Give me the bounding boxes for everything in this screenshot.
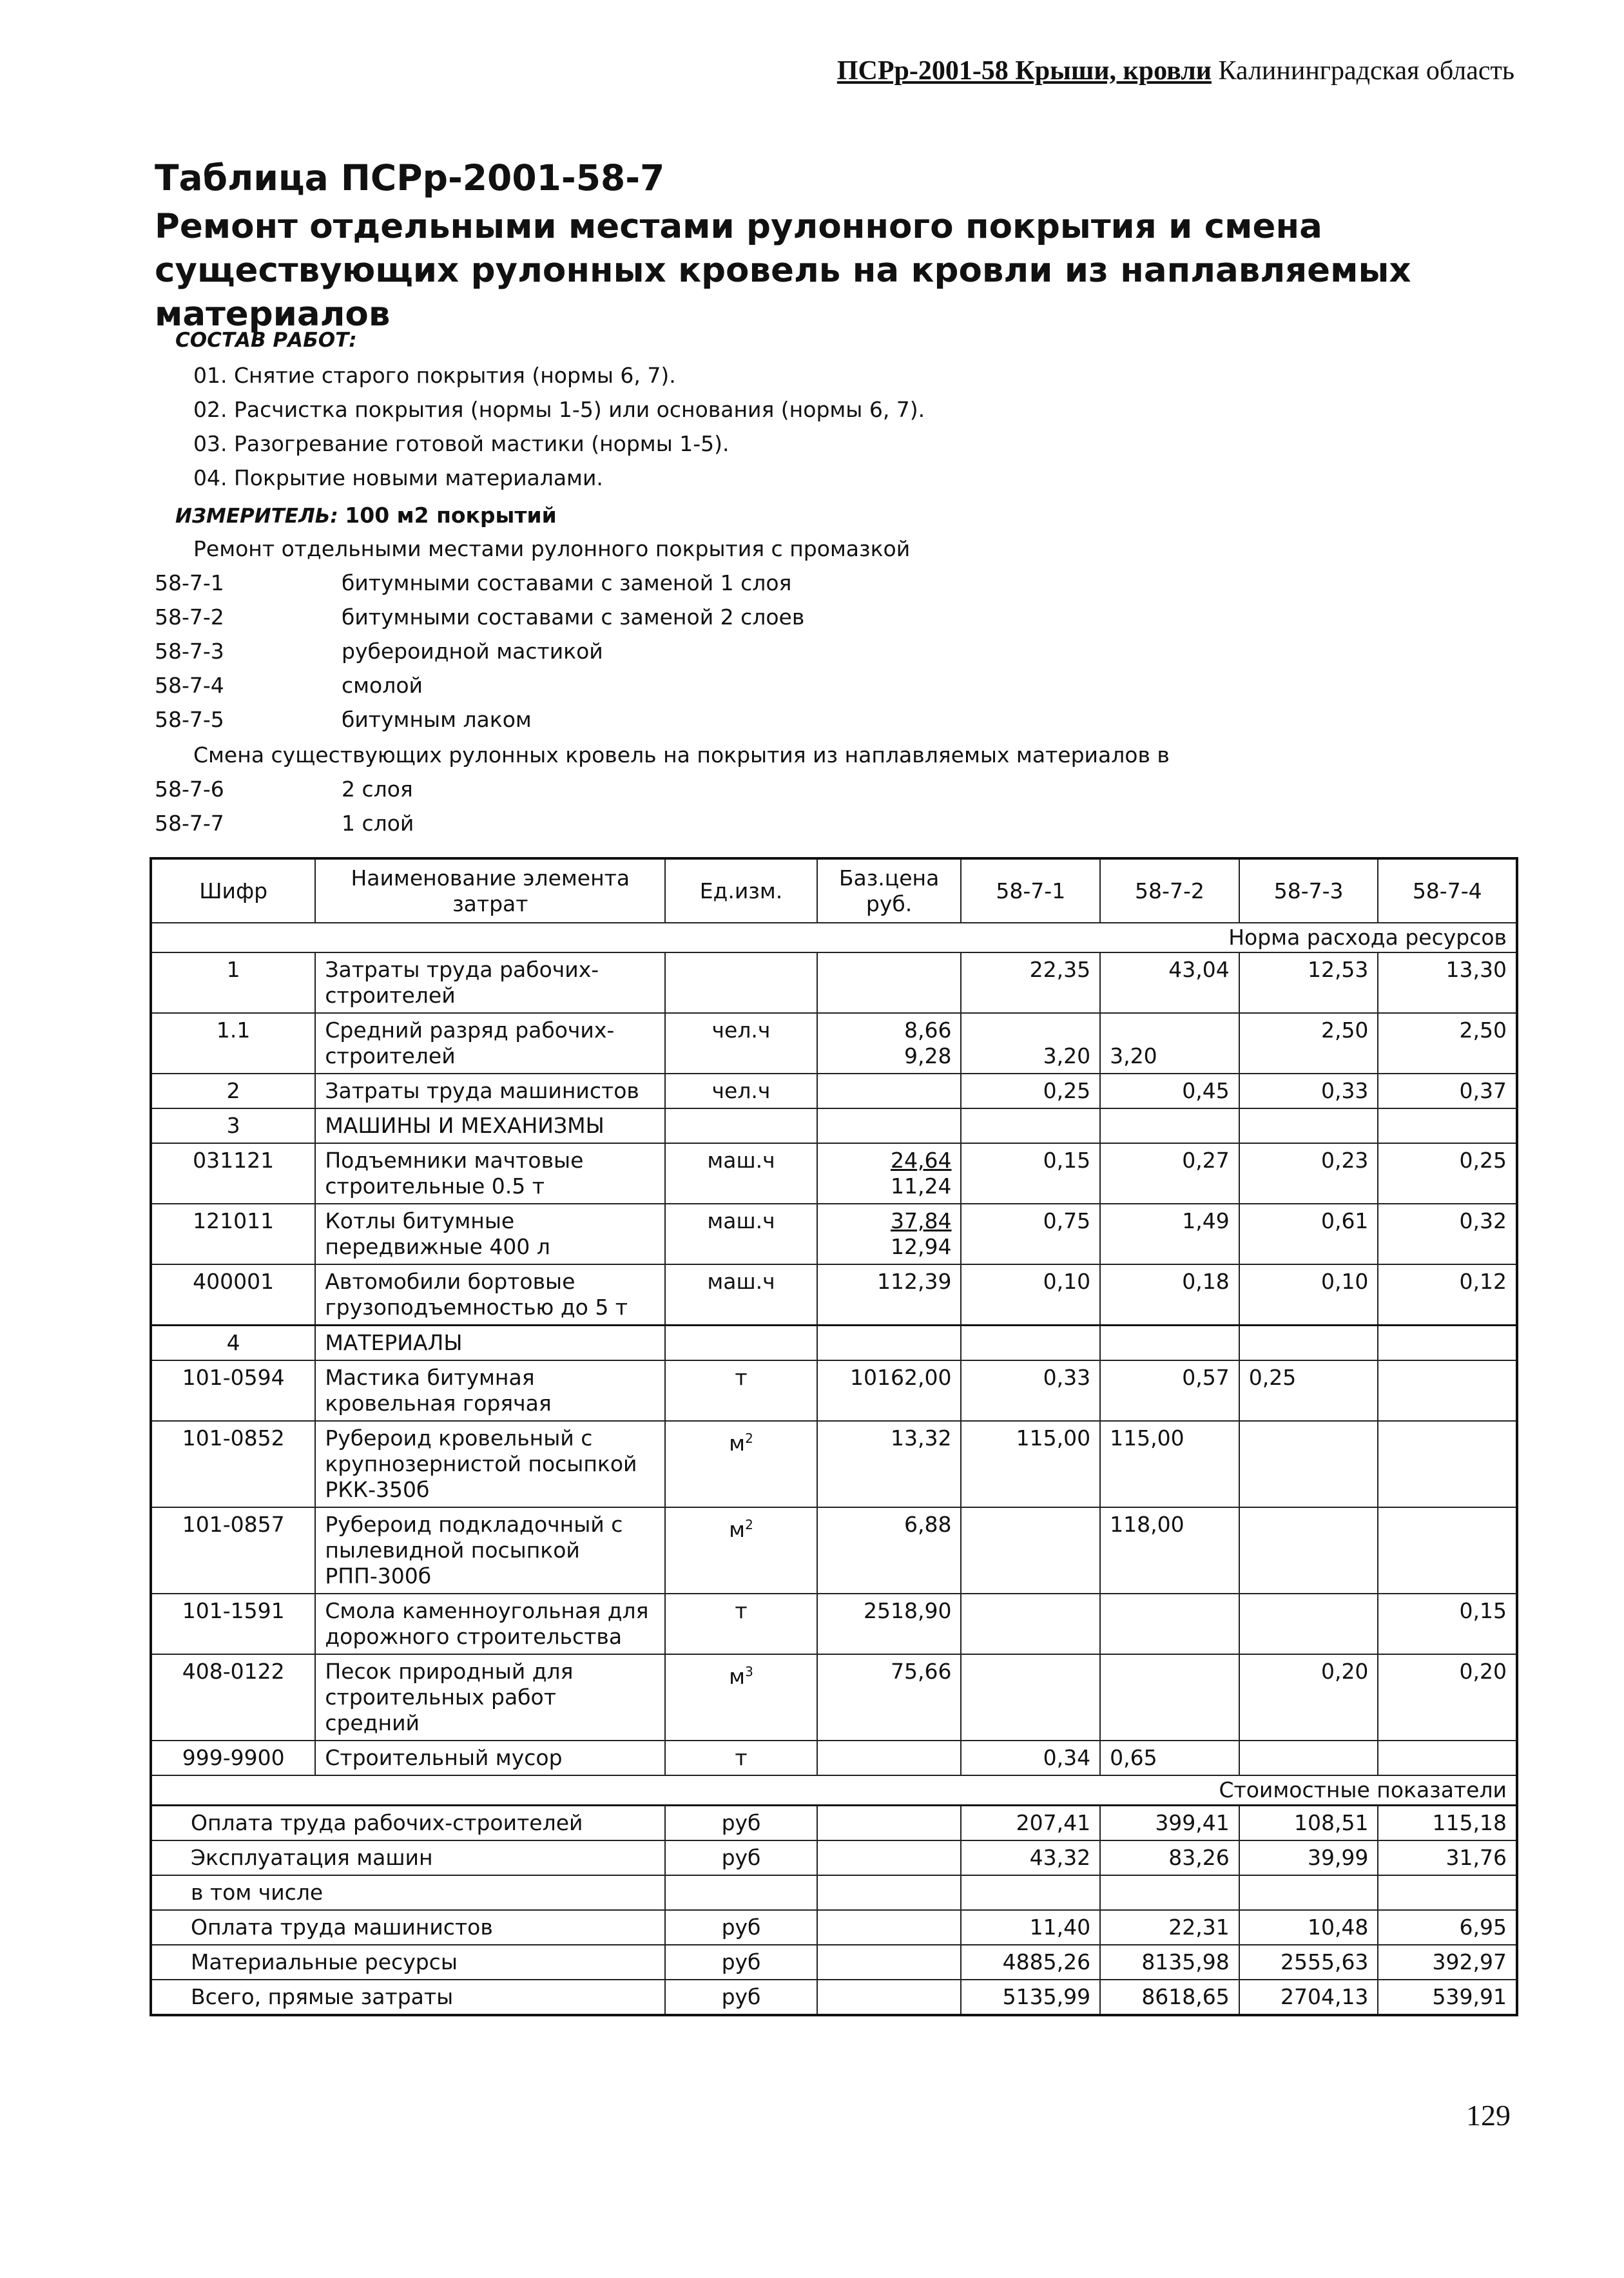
code-row (155, 806, 414, 840)
row-code: 4 (151, 1326, 315, 1361)
value-58-7-4: 6,95 (1378, 1910, 1517, 1945)
empty-cell (961, 1108, 1100, 1143)
value-58-7-2: 118,00 (1100, 1507, 1239, 1594)
sostav-label: СОСТАВ РАБОТ: (175, 329, 357, 352)
value-58-7-4: 31,76 (1378, 1840, 1517, 1875)
row-name: Рубероид кровельный с крупнозернистой посыпкой РКК-350б (315, 1421, 665, 1507)
empty-cell (961, 1594, 1100, 1654)
page-number: 129 (1466, 2099, 1511, 2132)
norm-code: 58-7-3 (155, 639, 224, 664)
value-58-7-1: 0,15 (961, 1143, 1100, 1204)
table-row (151, 1074, 1517, 1108)
cost-label-text: Материальные ресурсы (151, 1945, 665, 1980)
section-title: МАТЕРИАЛЫ (315, 1326, 665, 1361)
cost-unit (665, 1875, 817, 1910)
value-58-7-3: 0,23 (1239, 1143, 1378, 1204)
row-price (817, 1013, 962, 1074)
col-header-58-7-2: 58-7-2 (1100, 858, 1239, 923)
price-value: 11,24 (890, 1173, 952, 1199)
cost-label-row (151, 1775, 1517, 1806)
empty-cell (817, 1945, 962, 1980)
row-name: Рубероид подкладочный с пылевидной посыпкой РПП-300б (315, 1507, 665, 1594)
empty-cell (817, 1840, 962, 1875)
empty-cell (961, 1654, 1100, 1741)
value-58-7-1: 5135,99 (961, 1980, 1100, 2015)
value-58-7-4: 392,97 (1378, 1945, 1517, 1980)
value-58-7-1: 22,35 (961, 952, 1100, 1013)
value-58-7-4: 539,91 (1378, 1980, 1517, 2015)
price-value: 8,66 (904, 1018, 952, 1043)
cost-label-text: в том числе (151, 1875, 665, 1910)
table-row (151, 1108, 1517, 1143)
value-58-7-3: 108,51 (1239, 1806, 1378, 1841)
row-price: 112,39 (817, 1264, 962, 1326)
title-block (155, 152, 1508, 336)
price-value: 12,94 (890, 1234, 952, 1259)
row-code: 1 (151, 952, 315, 1013)
value-58-7-4: 0,12 (1378, 1264, 1517, 1326)
empty-cell (1378, 1108, 1517, 1143)
empty-cell (1100, 1326, 1239, 1361)
row-price: 75,66 (817, 1654, 962, 1741)
cost-section (151, 1806, 1517, 2016)
empty-cell (961, 1326, 1100, 1361)
price-value: 9,28 (904, 1043, 952, 1068)
cost-unit: руб (665, 1945, 817, 1980)
row-code: 121011 (151, 1204, 315, 1264)
row-code: 3 (151, 1108, 315, 1143)
norm-code: 58-7-7 (155, 811, 224, 836)
value-58-7-3: 0,33 (1239, 1074, 1378, 1108)
price-value: 24,64 (890, 1148, 952, 1173)
row-name: Смола каменноугольная для дорожного строительства (315, 1594, 665, 1654)
empty-cell (1378, 1741, 1517, 1775)
value-58-7-2 (1100, 1875, 1239, 1910)
value-58-7-4: 115,18 (1378, 1806, 1517, 1841)
value-58-7-2: 1,49 (1100, 1204, 1239, 1264)
value-58-7-3 (1239, 1875, 1378, 1910)
value-58-7-3: 2,50 (1239, 1013, 1378, 1074)
cost-label-text: Оплата труда рабочих-строителей (151, 1806, 665, 1841)
row-code: 101-0852 (151, 1421, 315, 1507)
value-58-7-2: 399,41 (1100, 1806, 1239, 1841)
code-row (155, 772, 414, 806)
row-code: 101-0857 (151, 1507, 315, 1594)
table-row (151, 1594, 1517, 1654)
norm-code: 58-7-2 (155, 604, 224, 630)
empty-cell (1239, 1741, 1378, 1775)
value-58-7-1: 0,33 (961, 1360, 1100, 1421)
row-name: Затраты труда рабочих-строителей (315, 952, 665, 1013)
row-unit: маш.ч (665, 1143, 817, 1204)
row-name: Песок природный для строительных работ средний (315, 1654, 665, 1741)
measure-label: ИЗМЕРИТЕЛЬ: (175, 505, 338, 528)
value-58-7-2: 83,26 (1100, 1840, 1239, 1875)
value-58-7-2: 22,31 (1100, 1910, 1239, 1945)
measure-unit (175, 499, 557, 533)
row-price: 6,88 (817, 1507, 962, 1594)
empty-cell (817, 1108, 962, 1143)
works-list (193, 358, 925, 495)
row-name: Котлы битумные передвижные 400 л (315, 1204, 665, 1264)
empty-cell (1378, 1507, 1517, 1594)
cost-row (151, 1806, 1517, 1841)
row-name: Средний разряд рабочих-строителей (315, 1013, 665, 1074)
cost-row (151, 1840, 1517, 1875)
value-58-7-3: 0,61 (1239, 1204, 1378, 1264)
table-name-line: материалов (155, 294, 391, 334)
row-price (817, 952, 962, 1013)
row-code: 1.1 (151, 1013, 315, 1074)
row-unit: маш.ч (665, 1204, 817, 1264)
norm-text: битумными составами с заменой 2 слоев (342, 604, 805, 630)
table-row (151, 1264, 1517, 1326)
value-58-7-1: 3,20 (961, 1013, 1100, 1074)
table-header-row (151, 858, 1517, 923)
cost-row (151, 1875, 1517, 1910)
table-row (151, 1654, 1517, 1741)
value-58-7-3: 39,99 (1239, 1840, 1378, 1875)
norma-label-row (151, 923, 1517, 952)
value-58-7-1: 0,25 (961, 1074, 1100, 1108)
row-price (817, 1074, 962, 1108)
value-58-7-3: 12,53 (1239, 952, 1378, 1013)
row-name: Строительный мусор (315, 1741, 665, 1775)
header-document-title: ПСРр-2001-58 Крыши, кровли (836, 56, 1212, 86)
table-name (155, 205, 1508, 336)
unit-base: м (729, 1517, 746, 1542)
norm-code: 58-7-4 (155, 673, 224, 698)
value-58-7-1 (961, 1875, 1100, 1910)
row-name: Мастика битумная кровельная горячая (315, 1360, 665, 1421)
norm-text: битумными составами с заменой 1 слоя (342, 570, 792, 595)
value-58-7-3: 10,48 (1239, 1910, 1378, 1945)
table-row (151, 952, 1517, 1013)
work-item: 04. Покрытие новыми материалами. (193, 465, 603, 490)
cost-label-text: Всего, прямые затраты (151, 1980, 665, 2015)
value-58-7-2: 8135,98 (1100, 1945, 1239, 1980)
empty-cell (1100, 1594, 1239, 1654)
empty-cell (1378, 1421, 1517, 1507)
row-code: 101-0594 (151, 1360, 315, 1421)
row-price (817, 1143, 962, 1204)
value-58-7-1: 0,10 (961, 1264, 1100, 1326)
row-unit: чел.ч (665, 1074, 817, 1108)
value-58-7-2: 0,45 (1100, 1074, 1239, 1108)
row-unit: чел.ч (665, 1013, 817, 1074)
header-region: Калининградская область (1218, 56, 1514, 86)
norm-text: 1 слой (342, 811, 414, 836)
unit-exponent: 2 (745, 1517, 753, 1532)
table-row (151, 1326, 1517, 1361)
empty-cell (665, 1326, 817, 1361)
cost-unit: руб (665, 1806, 817, 1841)
empty-cell (1239, 1326, 1378, 1361)
table-row (151, 1507, 1517, 1594)
norm-text: 2 слоя (342, 777, 413, 802)
table-id: Таблица ПСРр-2001-58-7 (155, 157, 665, 198)
page-header (837, 55, 1514, 86)
cost-label-text: Эксплуатация машин (151, 1840, 665, 1875)
value-58-7-3: 2555,63 (1239, 1945, 1378, 1980)
price-value: 37,84 (890, 1208, 952, 1233)
row-price: 10162,00 (817, 1360, 962, 1421)
row-name: Подъемники мачтовые строительные 0.5 т (315, 1143, 665, 1204)
cost-row (151, 1910, 1517, 1945)
code-row (155, 702, 804, 737)
value-58-7-3: 2704,13 (1239, 1980, 1378, 2015)
unit-exponent: 3 (745, 1664, 753, 1679)
empty-cell (1239, 1594, 1378, 1654)
col-header-unit: Ед.изм. (665, 858, 817, 923)
empty-cell (1100, 1108, 1239, 1143)
value-58-7-4: 2,50 (1378, 1013, 1517, 1074)
col-header-price: Баз.цена руб. (817, 858, 962, 923)
norm-code: 58-7-5 (155, 707, 224, 732)
empty-cell (1239, 1108, 1378, 1143)
work-item: 02. Расчистка покрытия (нормы 1-5) или основания (нормы 6, 7). (193, 397, 925, 422)
value-58-7-1: 11,40 (961, 1910, 1100, 1945)
row-code: 2 (151, 1074, 315, 1108)
col-header-58-7-3: 58-7-3 (1239, 858, 1378, 923)
norm-code: 58-7-6 (155, 777, 224, 802)
cost-label-text: Оплата труда машинистов (151, 1910, 665, 1945)
empty-cell (817, 1806, 962, 1841)
table-name-line: существующих рулонных кровель на кровли из наплавляемых (155, 251, 1411, 290)
row-code: 999-9900 (151, 1741, 315, 1775)
value-58-7-4: 0,32 (1378, 1204, 1517, 1264)
code-row (155, 634, 804, 668)
row-name: Автомобили бортовые грузоподъемностью до 5 т (315, 1264, 665, 1326)
norm-text: смолой (342, 673, 423, 698)
code-row (155, 668, 804, 702)
empty-cell (817, 1875, 962, 1910)
group1-description: Ремонт отдельными местами рулонного покрытия с промазкой (193, 536, 911, 561)
norma-label: Норма расхода ресурсов (151, 923, 1517, 952)
value-58-7-2: 0,18 (1100, 1264, 1239, 1326)
row-code: 400001 (151, 1264, 315, 1326)
table-name-line: Ремонт отдельными местами рулонного покрытия и смена (155, 207, 1322, 246)
work-item: 03. Разогревание готовой мастики (нормы 1-5). (193, 431, 730, 456)
value-58-7-1: 4885,26 (961, 1945, 1100, 1980)
code-row (155, 566, 804, 600)
group2-description: Смена существующих рулонных кровель на покрытия из наплавляемых материалов в (193, 742, 1170, 767)
value-58-7-2: 0,57 (1100, 1360, 1239, 1421)
value-58-7-2: 43,04 (1100, 952, 1239, 1013)
row-unit (665, 1507, 817, 1594)
table-row (151, 1741, 1517, 1775)
row-unit (665, 1421, 817, 1507)
empty-cell (1239, 1507, 1378, 1594)
cost-unit: руб (665, 1980, 817, 2015)
value-58-7-4: 0,15 (1378, 1594, 1517, 1654)
row-unit: т (665, 1594, 817, 1654)
value-58-7-4 (1378, 1360, 1517, 1421)
cost-label: Стоимостные показатели (151, 1775, 1517, 1806)
table-row (151, 1143, 1517, 1204)
group1-codes (155, 566, 804, 737)
value-58-7-1: 43,32 (961, 1840, 1100, 1875)
row-price: 13,32 (817, 1421, 962, 1507)
col-header-58-7-1: 58-7-1 (961, 858, 1100, 923)
value-58-7-3: 0,20 (1239, 1654, 1378, 1741)
empty-cell (817, 1980, 962, 2015)
row-price (817, 1204, 962, 1264)
row-price: 2518,90 (817, 1594, 962, 1654)
table-row (151, 1360, 1517, 1421)
group2-codes (155, 772, 414, 840)
section-title: МАШИНЫ И МЕХАНИЗМЫ (315, 1108, 665, 1143)
value-58-7-1: 207,41 (961, 1806, 1100, 1841)
value-58-7-4: 13,30 (1378, 952, 1517, 1013)
row-unit (665, 952, 817, 1013)
row-code: 408-0122 (151, 1654, 315, 1741)
cost-unit: руб (665, 1840, 817, 1875)
measure-value: 100 м2 покрытий (345, 503, 557, 528)
cost-row (151, 1945, 1517, 1980)
cost-row (151, 1980, 1517, 2015)
row-unit: маш.ч (665, 1264, 817, 1326)
work-item: 01. Снятие старого покрытия (нормы 6, 7). (193, 363, 676, 388)
value-58-7-2: 0,27 (1100, 1143, 1239, 1204)
value-58-7-1: 0,34 (961, 1741, 1100, 1775)
value-58-7-2: 3,20 (1100, 1013, 1239, 1074)
empty-cell (817, 1326, 962, 1361)
value-58-7-2: 115,00 (1100, 1421, 1239, 1507)
value-58-7-2: 8618,65 (1100, 1980, 1239, 2015)
value-58-7-2: 0,65 (1100, 1741, 1239, 1775)
value-58-7-3: 0,10 (1239, 1264, 1378, 1326)
row-name: Затраты труда машинистов (315, 1074, 665, 1108)
norms-table (150, 857, 1518, 2016)
value-58-7-4 (1378, 1875, 1517, 1910)
table-row (151, 1204, 1517, 1264)
row-unit: т (665, 1360, 817, 1421)
row-unit: т (665, 1741, 817, 1775)
empty-cell (817, 1910, 962, 1945)
empty-cell (817, 1741, 962, 1775)
unit-exponent: 2 (745, 1431, 753, 1446)
empty-cell (961, 1507, 1100, 1594)
col-header-name: Наименование элемента затрат (315, 858, 665, 923)
empty-cell (1100, 1654, 1239, 1741)
value-58-7-4: 0,20 (1378, 1654, 1517, 1741)
norm-code: 58-7-1 (155, 570, 224, 595)
value-58-7-3: 0,25 (1239, 1360, 1378, 1421)
col-header-shifr: Шифр (151, 858, 315, 923)
table-row (151, 1421, 1517, 1507)
unit-base: м (729, 1664, 746, 1689)
value-58-7-1: 115,00 (961, 1421, 1100, 1507)
row-code: 101-1591 (151, 1594, 315, 1654)
row-unit (665, 1654, 817, 1741)
col-header-58-7-4: 58-7-4 (1378, 858, 1517, 923)
empty-cell (1378, 1326, 1517, 1361)
code-row (155, 600, 804, 634)
empty-cell (1239, 1421, 1378, 1507)
norm-text: битумным лаком (342, 707, 532, 732)
cost-unit: руб (665, 1910, 817, 1945)
value-58-7-1: 0,75 (961, 1204, 1100, 1264)
empty-cell (665, 1108, 817, 1143)
value-58-7-4: 0,37 (1378, 1074, 1517, 1108)
unit-base: м (729, 1431, 746, 1456)
norm-text: рубероидной мастикой (342, 639, 603, 664)
row-code: 031121 (151, 1143, 315, 1204)
table-row (151, 1013, 1517, 1074)
value-58-7-4: 0,25 (1378, 1143, 1517, 1204)
